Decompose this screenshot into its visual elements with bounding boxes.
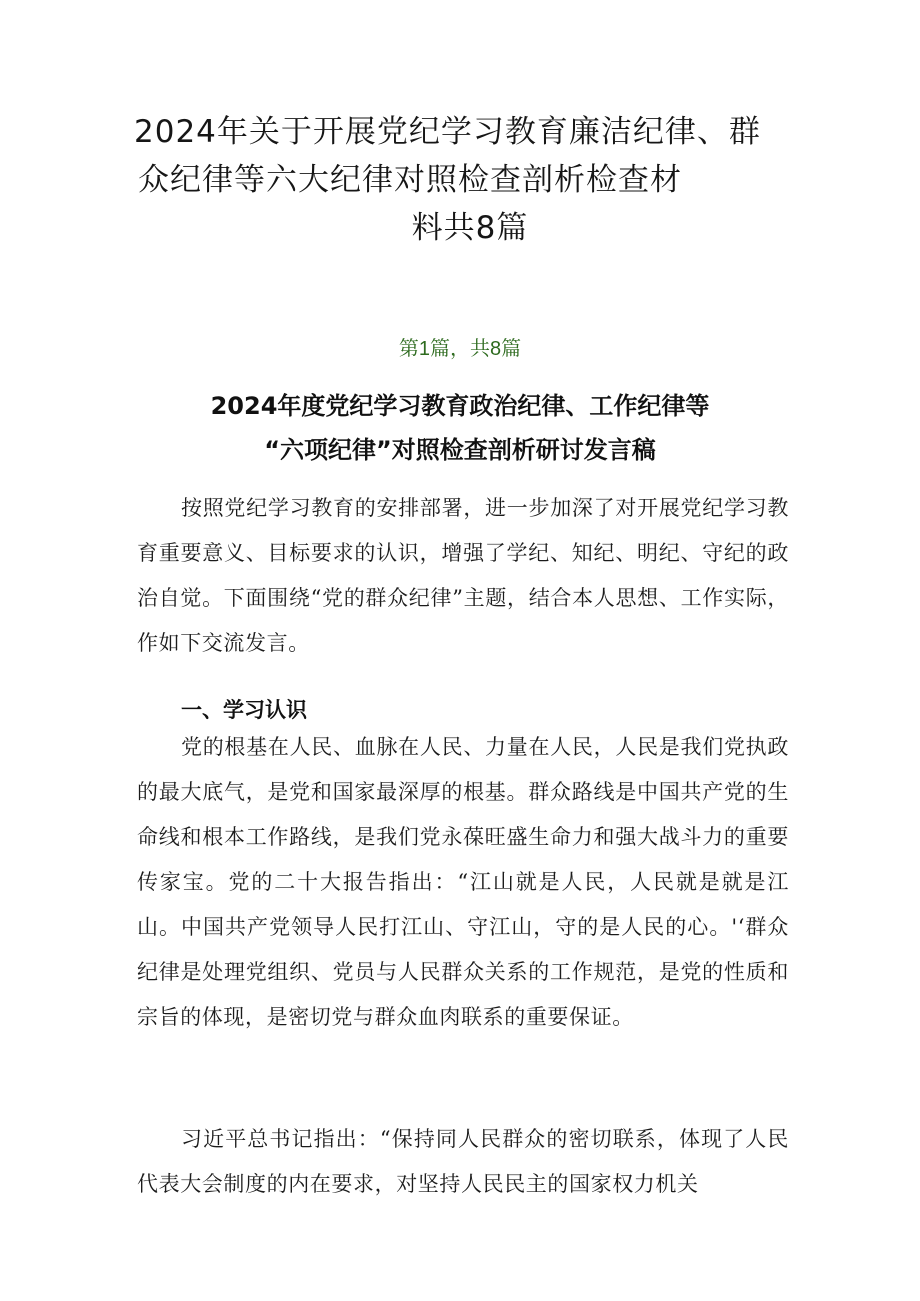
article-title-line-1: 2024年度党纪学习教育政治纪律、工作纪律等 xyxy=(210,392,710,420)
document-title-line-1: 2024年关于开展党纪学习教育廉洁纪律、群 xyxy=(134,114,761,150)
article-title xyxy=(0,384,920,472)
body-paragraph: 习近平总书记指出：“保持同人民群众的密切联系，体现了人民代表大会制度的内在要求，对坚持人民民主的国家权力机关 xyxy=(137,1127,789,1196)
part-label: 第1篇，共8篇 xyxy=(398,338,522,360)
section-heading: 一、学习认识 xyxy=(181,698,307,722)
document-title xyxy=(120,108,800,252)
intro-paragraph: 按照党纪学习教育的安排部署，进一步加深了对开展党纪学习教育重要意义、目标要求的认识，增强了学纪、知纪、明纪、守纪的政治自觉。下面围绕“党的群众纪律”主题，结合本人思想、工作实际，作如下交流发言。 xyxy=(137,496,789,655)
article-title-line-2: “六项纪律”对照检查剖析研讨发言稿 xyxy=(264,436,656,464)
body-paragraph: 党的根基在人民、血脉在人民、力量在人民，人民是我们党执政的最大底气，是党和国家最深厚的根基。群众路线是中国共产党的生命线和根本工作路线，是我们党永葆旺盛生命力和强大战斗力的重要传家宝。党的二十大报告指出：“江山就是人民，人民就是就是江山。中国共产党领导人民打江山、守江山，守的是人民的心。'‘群众纪律是处理党组织、党员与人民群众关系的工作规范，是党的性质和宗旨的体现，是密切党与群众血肉联系的重要保证。 xyxy=(137,735,789,1029)
document-title-line-3: 料共8篇 xyxy=(411,210,529,246)
document-title-line-2: 众纪律等六大纪律对照检查剖析检查材 xyxy=(138,162,682,198)
